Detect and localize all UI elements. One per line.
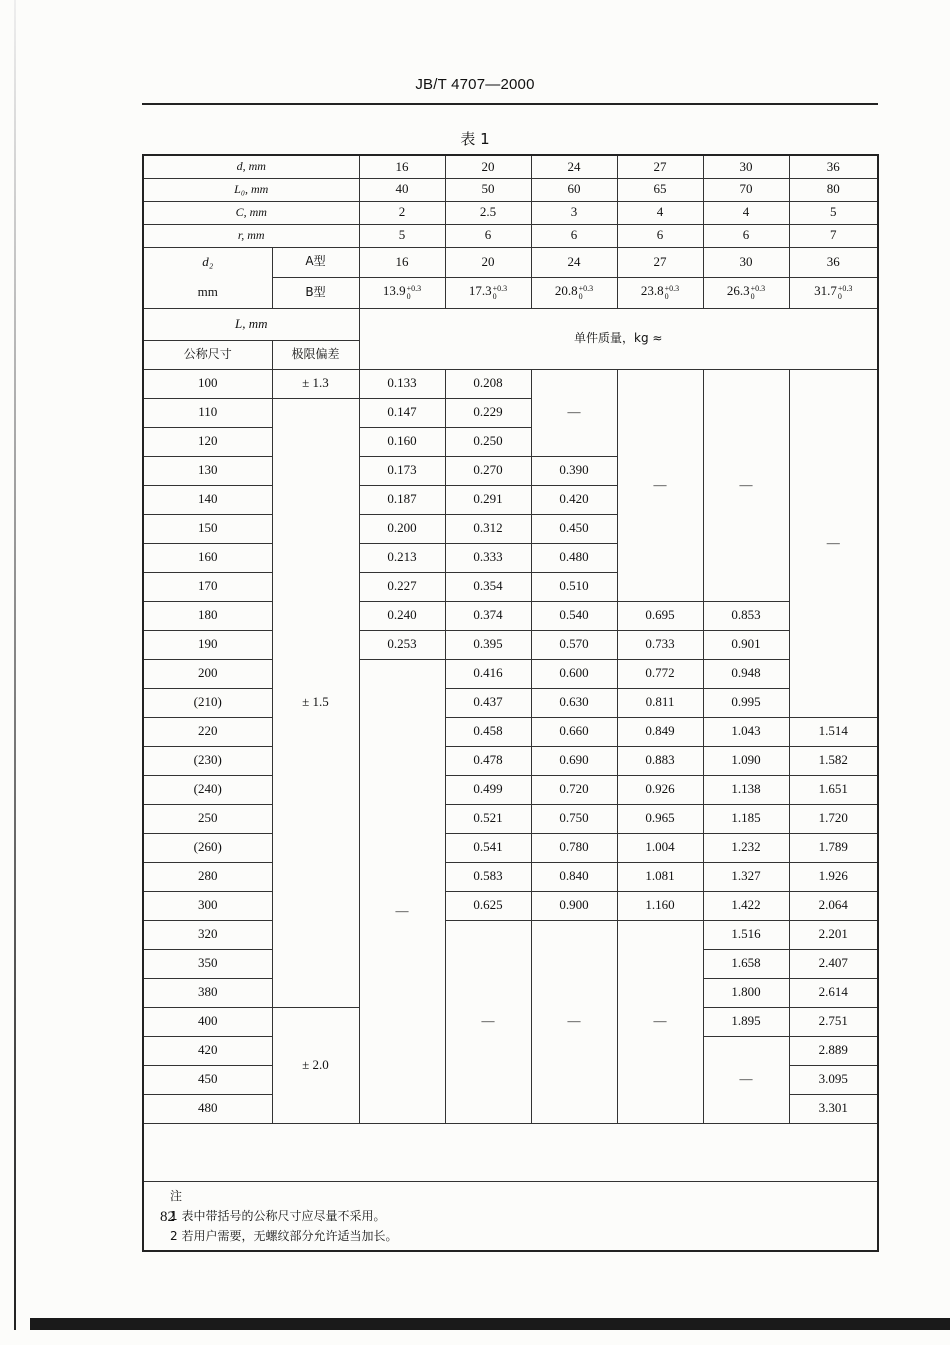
mm-label: mm	[143, 277, 272, 308]
mass-d36: 2.889	[789, 1036, 878, 1065]
mass-d20: 0.354	[445, 572, 531, 601]
nominal-size: 180	[143, 601, 272, 630]
tolerance-stack	[665, 285, 680, 301]
nominal-size: (230)	[143, 746, 272, 775]
tolerance-stack	[493, 285, 508, 301]
tolerance-stack	[579, 285, 594, 301]
type-b-value	[445, 277, 531, 308]
param-value: 2.5	[445, 201, 531, 224]
table-caption: 表 1	[460, 130, 490, 148]
mass-d36: 1.720	[789, 804, 878, 833]
page-edge-shadow	[14, 0, 16, 1330]
tolerance-stack	[838, 285, 853, 301]
param-value: 27	[617, 155, 703, 178]
mass-d20: 0.374	[445, 601, 531, 630]
mass-d30: 1.800	[703, 978, 789, 1007]
mass-d20: 0.625	[445, 891, 531, 920]
type-b-nominal: 23.8	[640, 283, 664, 299]
spec-table	[142, 154, 879, 1252]
type-b-nominal: 26.3	[726, 283, 750, 299]
mass-d20: 0.208	[445, 369, 531, 398]
mass-d36: 2.201	[789, 920, 878, 949]
type-b-nominal: 13.9	[382, 283, 406, 299]
mass-d27: 0.811	[617, 688, 703, 717]
mass-d16: 0.160	[359, 427, 445, 456]
tolerance-stack	[407, 285, 422, 301]
table-notes	[143, 1181, 878, 1251]
param-value: 40	[359, 178, 445, 201]
param-value: 5	[789, 201, 878, 224]
header-rule	[142, 103, 878, 105]
tolerance-lower: 0	[578, 291, 583, 301]
mass-d24: 0.900	[531, 891, 617, 920]
nominal-size: 100	[143, 369, 272, 398]
param-value: 70	[703, 178, 789, 201]
nominal-size: 300	[143, 891, 272, 920]
mass-d36: 1.651	[789, 775, 878, 804]
mass-d24: 0.840	[531, 862, 617, 891]
param-value: 7	[789, 224, 878, 247]
tolerance-lower: 0	[750, 291, 755, 301]
mass-d36: 1.789	[789, 833, 878, 862]
mass-d20: 0.478	[445, 746, 531, 775]
param-label: C, mm	[143, 201, 359, 224]
mass-d36: 1.514	[789, 717, 878, 746]
mass-d20: 0.499	[445, 775, 531, 804]
mass-d30: 1.138	[703, 775, 789, 804]
mass-d20: 0.416	[445, 659, 531, 688]
nominal-size: 200	[143, 659, 272, 688]
mass-d27: 0.883	[617, 746, 703, 775]
param-value: 80	[789, 178, 878, 201]
mass-d30: 1.043	[703, 717, 789, 746]
param-value: 6	[531, 224, 617, 247]
spec-table-body	[143, 155, 878, 1251]
mass-d16: 0.200	[359, 514, 445, 543]
mass-d36: 3.095	[789, 1065, 878, 1094]
dash-cell: —	[617, 920, 703, 1123]
type-b-value	[703, 277, 789, 308]
mass-d20: 0.437	[445, 688, 531, 717]
mass-d30: 1.185	[703, 804, 789, 833]
note-item: 2 若用户需要，无螺纹部分允许适当加长。	[170, 1228, 398, 1243]
nominal-size: 350	[143, 949, 272, 978]
param-value: 24	[531, 155, 617, 178]
mass-d36: 3.301	[789, 1094, 878, 1123]
mass-d24: 0.420	[531, 485, 617, 514]
note-item: 1 表中带括号的公称尺寸应尽量不采用。	[170, 1208, 386, 1223]
mass-d16: 0.213	[359, 543, 445, 572]
dash-cell: —	[531, 369, 617, 456]
param-value: 16	[359, 155, 445, 178]
mass-d24: 0.390	[531, 456, 617, 485]
nominal-size: 220	[143, 717, 272, 746]
mass-d30: 1.516	[703, 920, 789, 949]
mass-d16: 0.187	[359, 485, 445, 514]
tolerance-upper: +0.3	[664, 283, 680, 293]
deviation-value: ± 1.5	[272, 398, 359, 1007]
mass-d24: 0.480	[531, 543, 617, 572]
param-value: 3	[531, 201, 617, 224]
param-value: 6	[703, 224, 789, 247]
nominal-size: 110	[143, 398, 272, 427]
param-label: r, mm	[143, 224, 359, 247]
mass-d24: 0.630	[531, 688, 617, 717]
mass-d27: 0.965	[617, 804, 703, 833]
type-b-value	[789, 277, 878, 308]
mass-d20: 0.270	[445, 456, 531, 485]
tolerance-lower: 0	[664, 291, 669, 301]
nominal-size: 250	[143, 804, 272, 833]
param-value: 60	[531, 178, 617, 201]
mass-d16: 0.240	[359, 601, 445, 630]
type-a-value: 24	[531, 247, 617, 277]
tolerance-lower: 0	[837, 291, 842, 301]
mass-d27: 0.926	[617, 775, 703, 804]
param-value: 30	[703, 155, 789, 178]
nominal-size: 120	[143, 427, 272, 456]
type-b-nominal: 20.8	[554, 283, 578, 299]
mass-d20: 0.395	[445, 630, 531, 659]
deviation-value: ± 1.3	[272, 369, 359, 398]
mass-d24: 0.540	[531, 601, 617, 630]
mass-d27: 0.695	[617, 601, 703, 630]
mass-d36: 2.614	[789, 978, 878, 1007]
mass-d20: 0.312	[445, 514, 531, 543]
mass-d20: 0.291	[445, 485, 531, 514]
mass-d36: 1.582	[789, 746, 878, 775]
type-b-value	[617, 277, 703, 308]
type-a-value: 16	[359, 247, 445, 277]
mass-d24: 0.660	[531, 717, 617, 746]
param-value: 20	[445, 155, 531, 178]
mass-d30: 0.995	[703, 688, 789, 717]
param-value: 2	[359, 201, 445, 224]
type-a-label: A型	[272, 247, 359, 277]
nominal-size: (240)	[143, 775, 272, 804]
mass-d20: 0.521	[445, 804, 531, 833]
mass-d16: 0.173	[359, 456, 445, 485]
param-value: 50	[445, 178, 531, 201]
mass-d24: 0.510	[531, 572, 617, 601]
param-value: 4	[617, 201, 703, 224]
mass-d30: 1.422	[703, 891, 789, 920]
mass-d16: 0.133	[359, 369, 445, 398]
mass-d20: 0.541	[445, 833, 531, 862]
mass-d30: 0.948	[703, 659, 789, 688]
type-b-nominal: 17.3	[468, 283, 492, 299]
mass-d24: 0.720	[531, 775, 617, 804]
mass-d27: 0.849	[617, 717, 703, 746]
param-label: L₀, mm	[143, 178, 359, 201]
type-a-value: 36	[789, 247, 878, 277]
mass-d24: 0.600	[531, 659, 617, 688]
dash-cell: —	[789, 369, 878, 717]
tolerance-upper: +0.3	[750, 283, 766, 293]
param-value: 6	[445, 224, 531, 247]
mass-d30: 1.232	[703, 833, 789, 862]
mass-d36: 2.407	[789, 949, 878, 978]
nominal-size: (210)	[143, 688, 272, 717]
type-b-value	[531, 277, 617, 308]
nominal-size: (260)	[143, 833, 272, 862]
dash-cell: —	[445, 920, 531, 1123]
d2-label: d₂	[143, 247, 272, 277]
dash-cell: —	[703, 369, 789, 601]
nominal-size: 130	[143, 456, 272, 485]
nominal-size: 280	[143, 862, 272, 891]
nominal-size: 140	[143, 485, 272, 514]
type-b-nominal: 31.7	[814, 283, 837, 299]
param-value: 65	[617, 178, 703, 201]
mass-d36: 2.064	[789, 891, 878, 920]
mass-d24: 0.690	[531, 746, 617, 775]
mass-d20: 0.583	[445, 862, 531, 891]
nominal-size: 320	[143, 920, 272, 949]
mass-d24: 0.780	[531, 833, 617, 862]
dash-cell: —	[703, 1036, 789, 1123]
mass-label: 单件质量，kg ≈	[359, 308, 878, 369]
mass-d27: 1.081	[617, 862, 703, 891]
nominal-size: 190	[143, 630, 272, 659]
mass-d27: 0.772	[617, 659, 703, 688]
nominal-size: 380	[143, 978, 272, 1007]
nominal-size: 160	[143, 543, 272, 572]
mass-d27: 0.733	[617, 630, 703, 659]
type-b-label: B型	[272, 277, 359, 308]
mass-d20: 0.458	[445, 717, 531, 746]
mass-d36: 1.926	[789, 862, 878, 891]
type-a-value: 27	[617, 247, 703, 277]
dash-cell: —	[359, 659, 445, 1123]
type-a-value: 30	[703, 247, 789, 277]
nominal-size: 150	[143, 514, 272, 543]
notes-title: 注	[170, 1188, 183, 1203]
mass-d24: 0.570	[531, 630, 617, 659]
nominal-size: 450	[143, 1065, 272, 1094]
mass-d16: 0.227	[359, 572, 445, 601]
page-number: 82	[160, 1209, 175, 1225]
mass-d24: 0.450	[531, 514, 617, 543]
tolerance-upper: +0.3	[492, 283, 508, 293]
dash-cell: —	[531, 920, 617, 1123]
mass-d30: 1.658	[703, 949, 789, 978]
mass-d20: 0.250	[445, 427, 531, 456]
deviation-value: ± 2.0	[272, 1007, 359, 1123]
nominal-size: 400	[143, 1007, 272, 1036]
mass-d30: 1.895	[703, 1007, 789, 1036]
type-a-value: 20	[445, 247, 531, 277]
mass-d16: 0.253	[359, 630, 445, 659]
mass-d27: 1.160	[617, 891, 703, 920]
param-label: d, mm	[143, 155, 359, 178]
mass-d30: 1.327	[703, 862, 789, 891]
mass-d27: 1.004	[617, 833, 703, 862]
mass-d36: 2.751	[789, 1007, 878, 1036]
mass-d16: 0.147	[359, 398, 445, 427]
type-b-value	[359, 277, 445, 308]
param-value: 36	[789, 155, 878, 178]
mass-d20: 0.333	[445, 543, 531, 572]
nominal-size: 170	[143, 572, 272, 601]
mass-d30: 0.853	[703, 601, 789, 630]
tolerance-stack	[751, 285, 766, 301]
dash-cell: —	[617, 369, 703, 601]
nominal-label: 公称尺寸	[143, 340, 272, 369]
deviation-label: 极限偏差	[272, 340, 359, 369]
tolerance-upper: +0.3	[578, 283, 594, 293]
tolerance-upper: +0.3	[837, 283, 853, 293]
tolerance-lower: 0	[406, 291, 411, 301]
param-value: 4	[703, 201, 789, 224]
mass-d20: 0.229	[445, 398, 531, 427]
mass-d24: 0.750	[531, 804, 617, 833]
standard-code-header: JB/T 4707—2000	[415, 76, 535, 93]
mass-d30: 1.090	[703, 746, 789, 775]
L-label: L, mm	[143, 308, 359, 340]
param-value: 5	[359, 224, 445, 247]
nominal-size: 420	[143, 1036, 272, 1065]
param-value: 6	[617, 224, 703, 247]
tolerance-lower: 0	[492, 291, 497, 301]
mass-d30: 0.901	[703, 630, 789, 659]
bottom-scan-edge	[30, 1318, 950, 1330]
nominal-size: 480	[143, 1094, 272, 1123]
tolerance-upper: +0.3	[406, 283, 422, 293]
